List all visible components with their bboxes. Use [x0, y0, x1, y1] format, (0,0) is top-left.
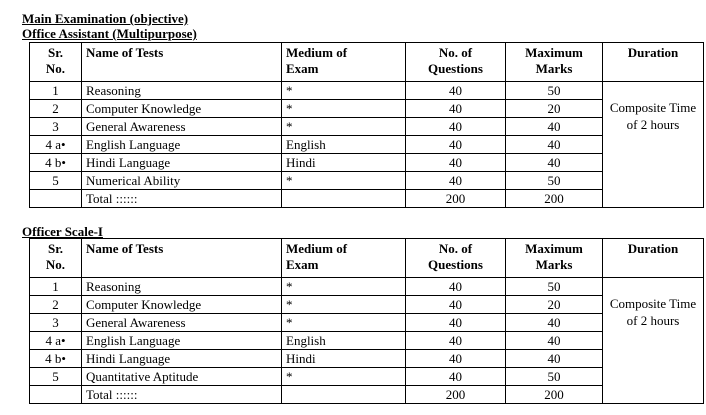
table-row — [30, 118, 704, 136]
cell-test-name: Hindi Language — [82, 350, 282, 368]
cell-marks: 50 — [506, 368, 603, 386]
cell-marks: 40 — [506, 350, 603, 368]
table-header-row — [30, 239, 704, 278]
header-name-of-tests: Name of Tests — [82, 43, 282, 82]
cell-empty — [282, 386, 406, 404]
cell-medium: * — [282, 314, 406, 332]
cell-marks: 40 — [506, 332, 603, 350]
cell-marks: 50 — [506, 172, 603, 190]
table-row — [30, 82, 704, 100]
cell-total-label: Total :::::: — [82, 386, 282, 404]
cell-marks: 40 — [506, 154, 603, 172]
cell-marks: 50 — [506, 278, 603, 296]
cell-questions: 40 — [406, 368, 506, 386]
total-row — [30, 386, 704, 404]
cell-sr: 1 — [30, 82, 82, 100]
table-row — [30, 100, 704, 118]
header-duration: Duration — [603, 43, 704, 82]
cell-test-name: English Language — [82, 136, 282, 154]
cell-empty — [30, 190, 82, 208]
cell-medium: * — [282, 278, 406, 296]
cell-questions: 40 — [406, 296, 506, 314]
cell-questions: 40 — [406, 350, 506, 368]
cell-empty — [30, 386, 82, 404]
table-row — [30, 314, 704, 332]
cell-questions: 40 — [406, 100, 506, 118]
header-name-of-tests: Name of Tests — [82, 239, 282, 278]
cell-total-questions: 200 — [406, 190, 506, 208]
cell-questions: 40 — [406, 278, 506, 296]
cell-test-name: Reasoning — [82, 278, 282, 296]
table-row — [30, 172, 704, 190]
total-row — [30, 190, 704, 208]
cell-test-name: Computer Knowledge — [82, 100, 282, 118]
cell-test-name: Computer Knowledge — [82, 296, 282, 314]
officer-scale-1-table — [29, 238, 704, 404]
cell-marks: 40 — [506, 118, 603, 136]
header-sr-no: Sr. No. — [30, 239, 82, 278]
table-row — [30, 154, 704, 172]
cell-test-name: Quantitative Aptitude — [82, 368, 282, 386]
table-row — [30, 136, 704, 154]
cell-sr: 1 — [30, 278, 82, 296]
section-title-office-assistant: Office Assistant (Multipurpose) — [22, 26, 197, 41]
cell-medium: * — [282, 368, 406, 386]
header-medium-of-exam: Medium of Exam — [282, 239, 406, 278]
cell-medium: * — [282, 172, 406, 190]
cell-marks: 40 — [506, 136, 603, 154]
cell-questions: 40 — [406, 82, 506, 100]
cell-questions: 40 — [406, 332, 506, 350]
cell-test-name: Numerical Ability — [82, 172, 282, 190]
cell-total-marks: 200 — [506, 386, 603, 404]
cell-sr: 2 — [30, 296, 82, 314]
cell-marks: 20 — [506, 296, 603, 314]
header-no-of-questions: No. of Questions — [406, 239, 506, 278]
header-medium-of-exam: Medium of Exam — [282, 43, 406, 82]
cell-medium: Hindi — [282, 350, 406, 368]
table-header-row — [30, 43, 704, 82]
cell-test-name: English Language — [82, 332, 282, 350]
header-maximum-marks: Maximum Marks — [506, 239, 603, 278]
cell-sr: 3 — [30, 118, 82, 136]
cell-questions: 40 — [406, 172, 506, 190]
cell-sr: 4 a• — [30, 332, 82, 350]
cell-sr: 5 — [30, 172, 82, 190]
cell-empty — [282, 190, 406, 208]
cell-questions: 40 — [406, 118, 506, 136]
table-row — [30, 296, 704, 314]
cell-test-name: General Awareness — [82, 118, 282, 136]
cell-medium: * — [282, 118, 406, 136]
cell-sr: 2 — [30, 100, 82, 118]
header-maximum-marks: Maximum Marks — [506, 43, 603, 82]
cell-sr: 4 a• — [30, 136, 82, 154]
cell-test-name: Hindi Language — [82, 154, 282, 172]
cell-medium: * — [282, 296, 406, 314]
cell-questions: 40 — [406, 154, 506, 172]
cell-marks: 20 — [506, 100, 603, 118]
cell-medium: * — [282, 82, 406, 100]
cell-test-name: Reasoning — [82, 82, 282, 100]
cell-total-marks: 200 — [506, 190, 603, 208]
office-assistant-table — [29, 42, 704, 208]
cell-sr: 3 — [30, 314, 82, 332]
header-sr-no: Sr. No. — [30, 43, 82, 82]
table-row — [30, 332, 704, 350]
cell-duration: Composite Time of 2 hours — [603, 82, 704, 208]
cell-test-name: General Awareness — [82, 314, 282, 332]
table-row — [30, 350, 704, 368]
cell-sr: 5 — [30, 368, 82, 386]
cell-duration: Composite Time of 2 hours — [603, 278, 704, 404]
section-title-officer-scale-1: Officer Scale-I — [22, 224, 103, 239]
cell-marks: 50 — [506, 82, 603, 100]
cell-marks: 40 — [506, 314, 603, 332]
table-row — [30, 278, 704, 296]
cell-medium: English — [282, 136, 406, 154]
section-title-main-exam: Main Examination (objective) — [22, 11, 189, 26]
cell-total-label: Total :::::: — [82, 190, 282, 208]
cell-questions: 40 — [406, 136, 506, 154]
cell-medium: * — [282, 100, 406, 118]
cell-medium: Hindi — [282, 154, 406, 172]
cell-questions: 40 — [406, 314, 506, 332]
header-duration: Duration — [603, 239, 704, 278]
cell-total-questions: 200 — [406, 386, 506, 404]
cell-sr: 4 b• — [30, 154, 82, 172]
cell-medium: English — [282, 332, 406, 350]
table-row — [30, 368, 704, 386]
header-no-of-questions: No. of Questions — [406, 43, 506, 82]
cell-sr: 4 b• — [30, 350, 82, 368]
